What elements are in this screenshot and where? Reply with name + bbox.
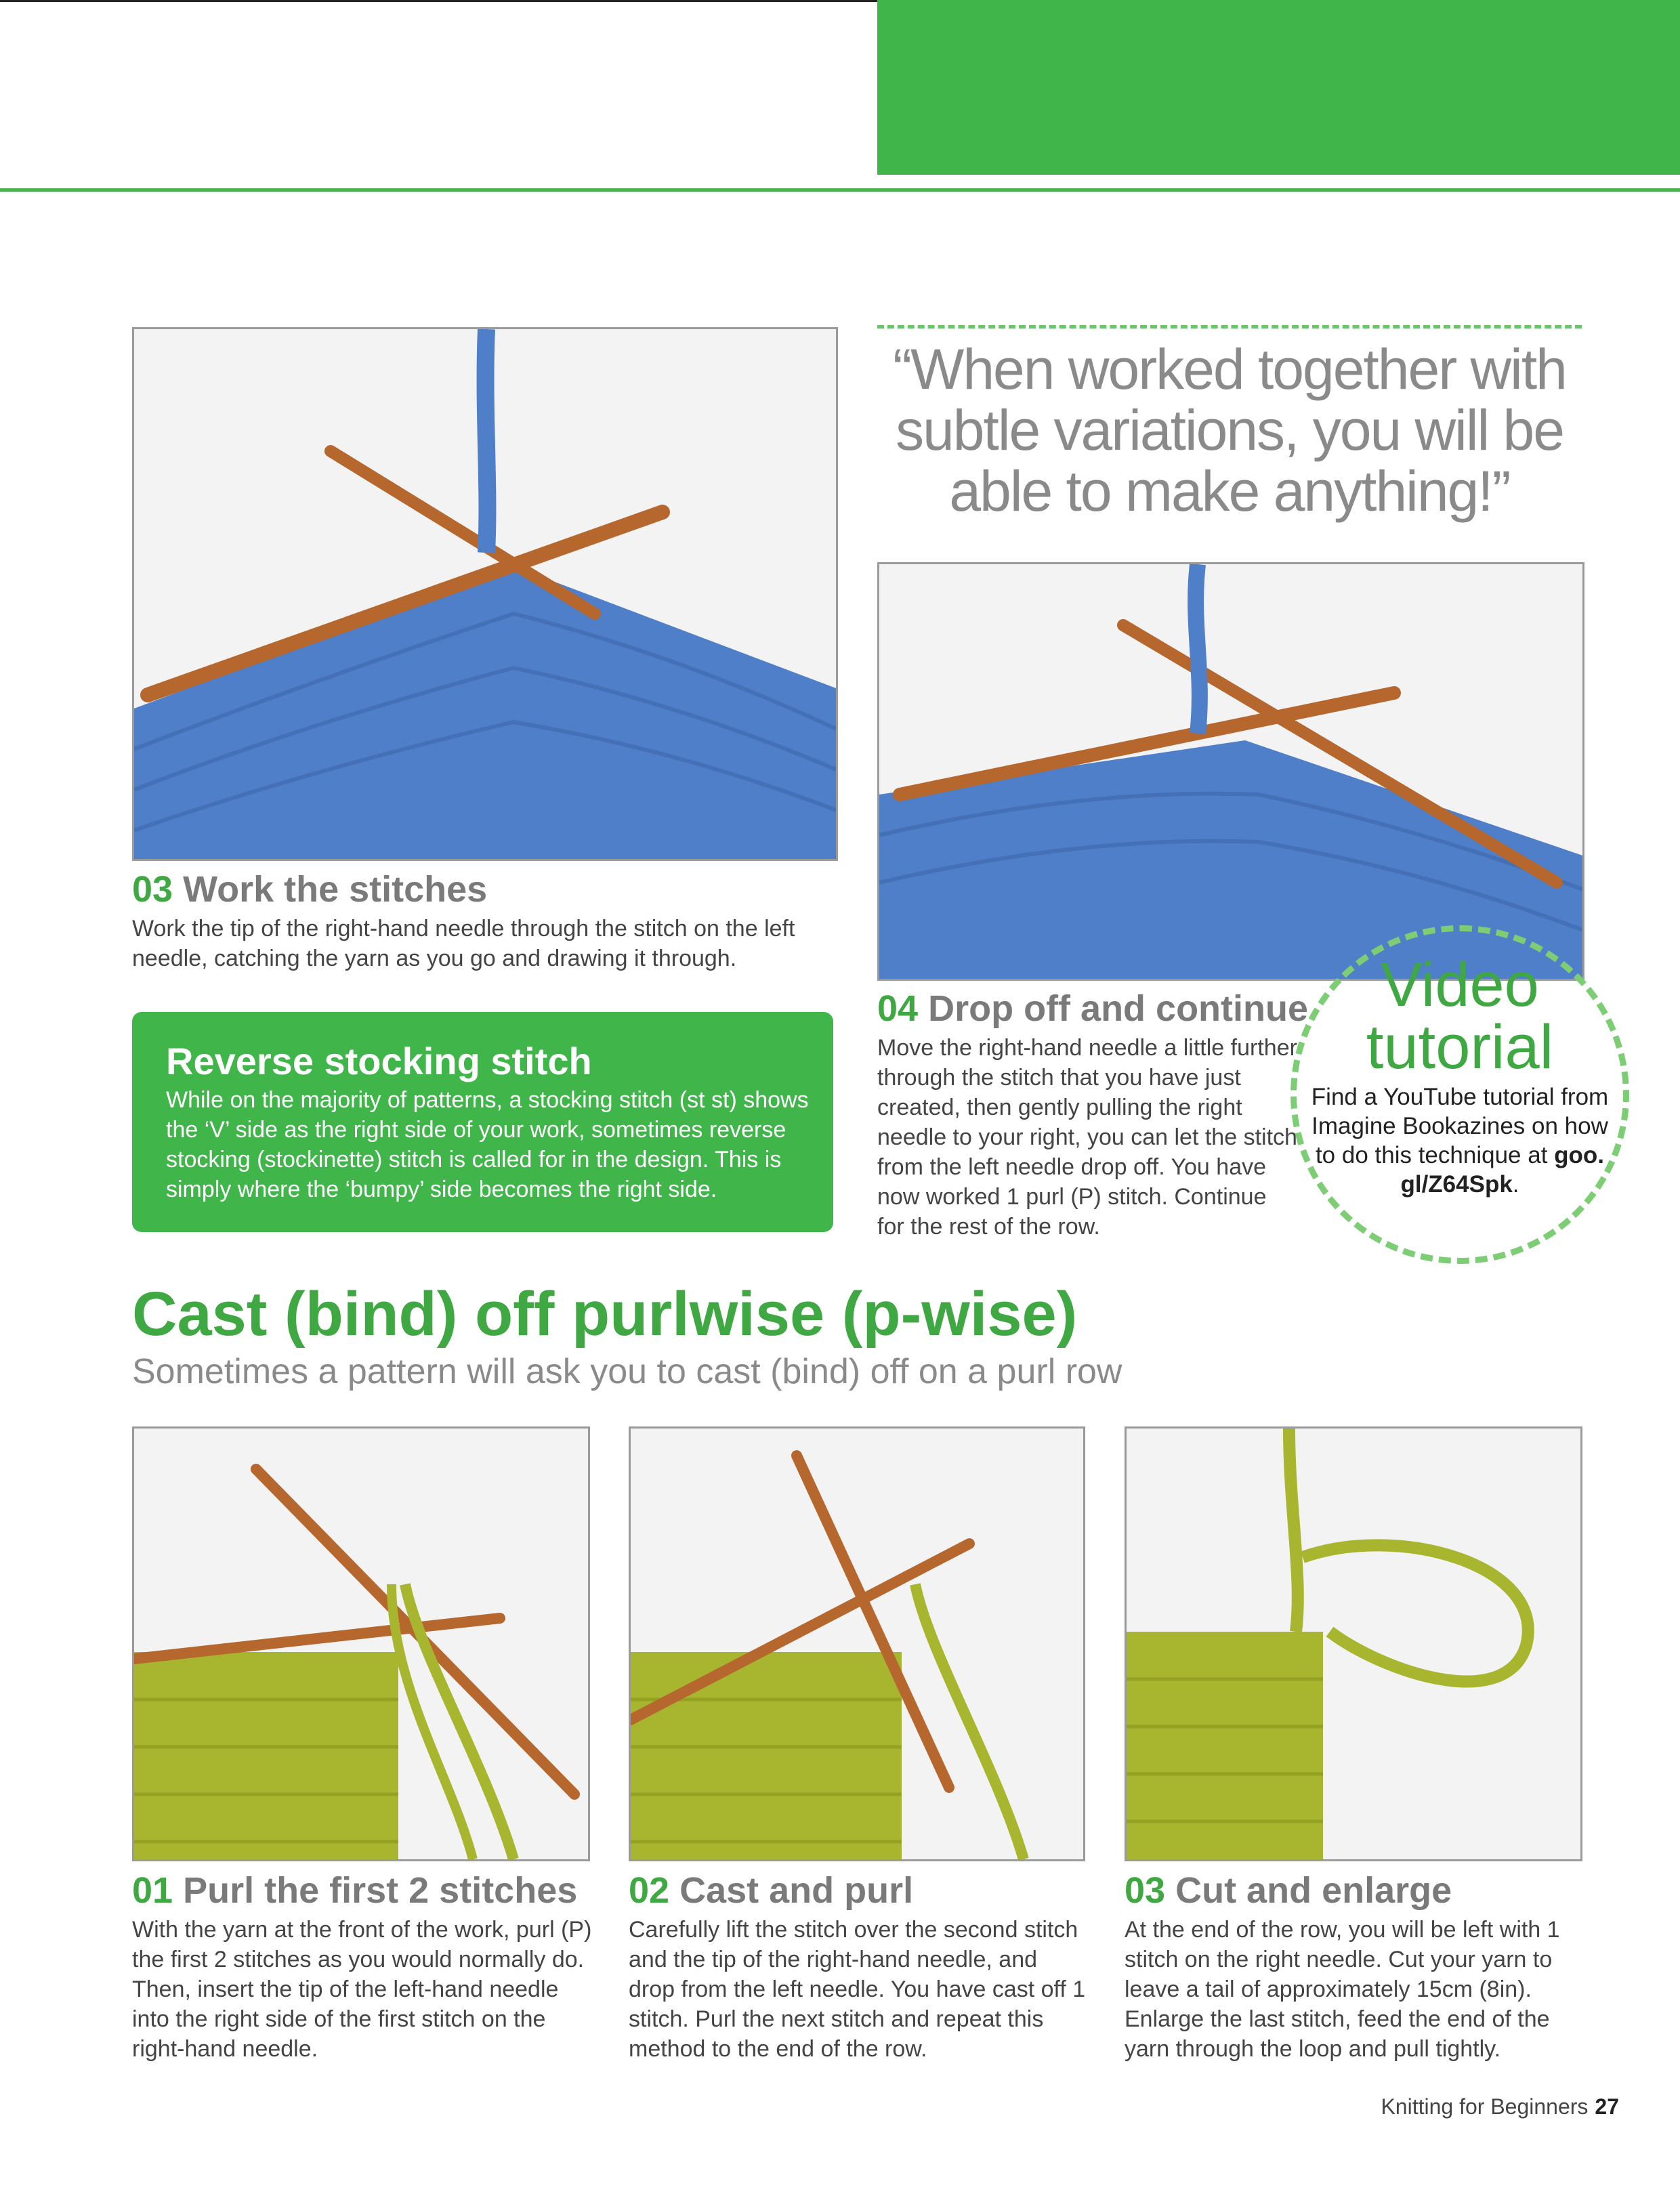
step-title-text: Cut and enlarge bbox=[1175, 1870, 1452, 1911]
step-01-bottom bbox=[132, 1871, 593, 2064]
step-title-text: Work the stitches bbox=[183, 869, 488, 910]
step-number: 03 bbox=[132, 869, 173, 910]
step-03-bottom-body: At the end of the row, you will be left with 1 stitch on the right needle. Cut your yarn to leave a tail of approximately 15cm (8in). Enlarge the last stitch, feed the end of the yarn through the loop and pull tightly. bbox=[1125, 1917, 1560, 2062]
pull-quote: “When worked together with subtle variations, you will be able to make anything!” bbox=[893, 337, 1566, 523]
video-title-line1: Video bbox=[1381, 950, 1539, 1019]
video-text-body: Find a YouTube tutorial from Imagine Bookazines on how to do this technique at bbox=[1311, 1084, 1609, 1168]
video-tutorial-text bbox=[1304, 1082, 1616, 1199]
step-04-top-title bbox=[877, 988, 1309, 1029]
step-02-bottom-body: Carefully lift the stitch over the second stitch and the tip of the right-hand needle, and drop from the left needle. You have cast off 1 stitch. Purl the next stitch and repeat this method to the end of the row. bbox=[629, 1917, 1086, 2062]
step-02-bottom bbox=[629, 1871, 1089, 2064]
video-title-line2: tutorial bbox=[1366, 1013, 1554, 1082]
step-01-bottom-body: With the yarn at the front of the work, purl (P) the first 2 stitches as you would normally do. Then, insert the tip of the left-hand needle into the right side of the first stitch on the right-hand needle. bbox=[132, 1917, 592, 2062]
step-04-top-body: Move the right-hand needle a little further through the stitch that you have just created, then gently pulling the right needle to your right, you can let the stitch from the left needle drop off. You have now worked 1 purl (P) stitch. Continue for the rest of the row. bbox=[877, 1035, 1297, 1240]
step-title-text: Drop off and continue bbox=[928, 988, 1309, 1029]
step-number: 04 bbox=[877, 988, 919, 1029]
step-number: 01 bbox=[132, 1870, 173, 1911]
header-rule bbox=[0, 188, 1680, 192]
video-period: . bbox=[1512, 1171, 1519, 1198]
reverse-stocking-stitch-box bbox=[132, 1012, 833, 1232]
header-green-block bbox=[877, 0, 1680, 175]
step-02-bottom-title bbox=[629, 1871, 1089, 1911]
section-subtitle: Sometimes a pattern will ask you to cast (bind) off on a purl row bbox=[132, 1352, 1122, 1391]
section-title: Cast (bind) off purlwise (p-wise) bbox=[132, 1279, 1078, 1349]
video-link[interactable]: goo. gl/Z64Spk bbox=[1400, 1142, 1605, 1198]
step-title-text: Cast and purl bbox=[679, 1870, 914, 1911]
step-03-bottom bbox=[1125, 1871, 1585, 2064]
tip-box-title: Reverse stocking stitch bbox=[166, 1040, 592, 1082]
page-number: 27 bbox=[1595, 2094, 1619, 2119]
quote-divider bbox=[877, 325, 1582, 329]
step-03-top bbox=[132, 870, 837, 973]
step-03-bottom-title bbox=[1125, 1871, 1585, 1911]
photo-cast-and-purl bbox=[629, 1426, 1085, 1861]
step-number: 03 bbox=[1125, 1870, 1166, 1911]
photo-cut-and-enlarge bbox=[1125, 1426, 1582, 1861]
step-01-bottom-title bbox=[132, 1871, 593, 1911]
step-title-text: Purl the first 2 stitches bbox=[183, 1870, 578, 1911]
photo-drop-off-and-continue bbox=[877, 562, 1584, 981]
step-03-top-title bbox=[132, 870, 837, 910]
footer-publication: Knitting for Beginners bbox=[1381, 2094, 1589, 2119]
tip-box-body: While on the majority of patterns, a stocking stitch (st st) shows the ‘V’ side as the right side of your work, sometimes reverse stocking (stockinette) stitch is called for in the design. This is simply where the ‘bumpy’ side becomes the right side. bbox=[166, 1087, 809, 1202]
page-footer bbox=[1381, 2094, 1619, 2119]
step-number: 02 bbox=[629, 1870, 670, 1911]
step-03-top-body: Work the tip of the right-hand needle through the stitch on the left needle, catching the yarn as you go and drawing it through. bbox=[132, 916, 795, 972]
photo-purl-first-2-stitches bbox=[132, 1426, 590, 1861]
video-tutorial-title bbox=[1290, 950, 1629, 1082]
photo-work-the-stitches bbox=[132, 327, 838, 861]
step-04-top bbox=[877, 988, 1309, 1242]
